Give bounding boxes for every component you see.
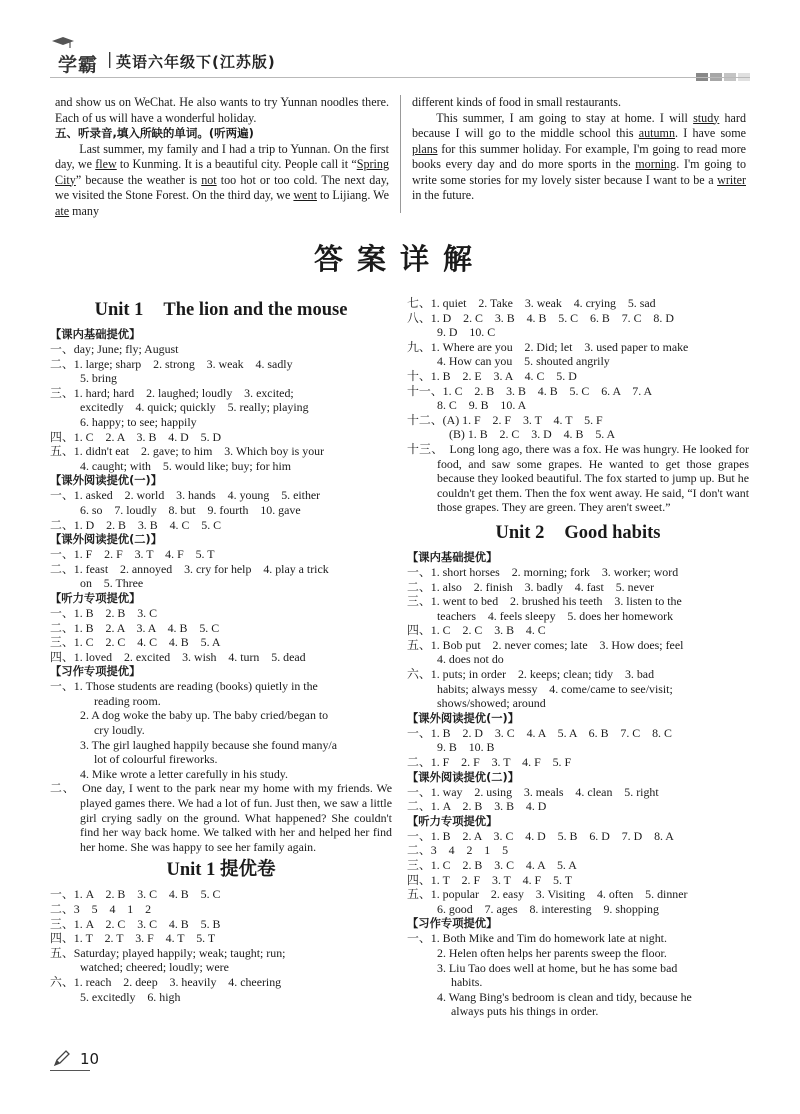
- answer-line: 五、1. Bob put 2. never comes; late 3. How does; feel: [407, 637, 684, 652]
- answer-line: 一、1. asked 2. world 3. hands 4. young 5. either: [50, 488, 321, 503]
- answer-line: 四、1. T 2. T 3. F 4. T 5. T: [50, 931, 216, 946]
- answer-line: 十一、1. C 2. B 3. B 4. B 5. C 6. A 7. A: [407, 383, 653, 398]
- answer-line: 3. The girl laughed happily because she found many/a: [80, 737, 338, 752]
- answer-line: 一、1. B 2. D 3. C 4. A 5. A 6. B 7. C 8. C: [407, 725, 672, 740]
- answer-word: flew: [95, 157, 117, 171]
- brand-logo: 学霸: [58, 54, 99, 76]
- answer-word: ate: [55, 203, 70, 218]
- answer-line: 5. excitedly 6. high: [80, 989, 181, 1004]
- section-heading: 五、听录音,填入所缺的单词。(听两遍): [55, 126, 254, 140]
- answer-line: 4. caught; with 5. would like; buy; for him: [80, 458, 292, 473]
- answer-line: 一、1. B 2. A 3. C 4. D 5. B 6. D 7. D 8. A: [407, 828, 674, 843]
- header-rule: [50, 77, 750, 78]
- answer-line: 二、1. large; sharp 2. strong 3. weak 4. sadly: [50, 356, 293, 371]
- answer-line: 六、1. puts; in order 2. keeps; clean; tidy 3. bad: [407, 667, 655, 682]
- answer-line: 9. D 10. C: [437, 325, 496, 340]
- answer-word: Spring City: [55, 157, 389, 187]
- answer-line: 二、1. A 2. B 3. B 4. D: [407, 799, 547, 814]
- answer-line: 6. so 7. loudly 8. but 9. fourth 10. gave: [80, 502, 301, 517]
- answer-line: 2. A dog woke the baby up. The baby cried/began to: [80, 708, 329, 723]
- section-bracket-heading: 【课内基础提优】: [50, 328, 141, 341]
- answer-line: 十、1. B 2. E 3. A 4. C 5. D: [407, 368, 577, 383]
- top-right-column: [412, 95, 746, 204]
- pencil-icon: [52, 1048, 72, 1068]
- answer-line: 五、1. popular 2. easy 3. Visiting 4. often 5. dinner: [407, 887, 688, 902]
- answer-line: 一、1. F 2. F 3. T 4. F 5. T: [50, 547, 215, 562]
- unit-title: Unit 1 The lion and the mouse: [94, 300, 348, 320]
- answer-line: reading room.: [94, 693, 161, 708]
- answer-line: 6. good 7. ages 8. interesting 9. shopping: [437, 901, 659, 916]
- answer-line: (B) 1. B 2. C 3. D 4. B 5. A: [449, 427, 616, 442]
- answer-line: 五、Saturday; played happily; weak; taught; run;: [50, 945, 286, 960]
- answer-line: 一、1. A 2. B 3. C 4. B 5. C: [50, 887, 221, 902]
- answer-line: 6. happy; to see; happily: [80, 414, 197, 429]
- answer-line: 四、1. loved 2. excited 3. wish 4. turn 5. dead: [50, 649, 306, 664]
- page-header: [50, 40, 750, 80]
- answer-line: 2. Helen often helps her parents sweep the floor.: [437, 945, 667, 960]
- answer-word: plans: [412, 141, 438, 156]
- answer-word: not: [201, 172, 217, 187]
- page-title: 答案详解: [313, 242, 486, 276]
- header-separator: |: [107, 49, 113, 68]
- answer-paragraph: 十三、 Long long ago, there was a fox. He was hungry. He looked for food, and saw some grapes. He wanted to get those grapes because they looked beautiful. The fox started to jump up. But he couldn't get them. Then the fox went away. He said, “I don't want those grapes. They are green. They aren't sweet.”: [407, 441, 749, 515]
- section-bracket-heading: 【习作专项提优】: [50, 665, 141, 679]
- section-bracket-heading: 【课外阅读提优(二)】: [407, 770, 519, 784]
- answer-line: always puts his things in order.: [451, 1004, 599, 1019]
- answer-line: 四、1. T 2. F 3. T 4. F 5. T: [407, 872, 572, 887]
- section-bracket-heading: 【课内基础提优】: [407, 550, 498, 564]
- answer-line: 一、day; June; fly; August: [50, 342, 179, 356]
- answer-line: 二、3 4 2 1 5: [407, 843, 509, 858]
- paragraph: different kinds of food in small restaurants.: [412, 95, 622, 109]
- answer-line: 4. Mike wrote a letter carefully in his study.: [80, 766, 288, 781]
- page-number: 10: [80, 1050, 100, 1068]
- answer-word: went: [293, 188, 317, 202]
- answer-line: 三、1. C 2. C 4. C 4. B 5. A: [50, 635, 221, 650]
- section-bracket-heading: 【习作专项提优】: [407, 917, 498, 931]
- answer-line: 一、1. way 2. using 3. meals 4. clean 5. right: [407, 784, 659, 799]
- footer-rule: [50, 1070, 90, 1071]
- answer-line: 七、1. quiet 2. Take 3. weak 4. crying 5. sad: [407, 296, 656, 310]
- answer-line: 五、1. didn't eat 2. gave; to him 3. Which boy is your: [50, 444, 325, 459]
- answer-line: excitedly 4. quick; quickly 5. really; playing: [80, 400, 309, 415]
- answer-line: 一、1. Both Mike and Tim do homework late at night.: [407, 931, 667, 946]
- answer-word: morning: [635, 157, 677, 171]
- paragraph: and show us on WeChat. He also wants to try Yunnan noodles there. Each of us will have a wonderful holiday.: [55, 95, 389, 125]
- unit-title: Unit 2 Good habits: [495, 522, 661, 543]
- answer-line: 三、1. hard; hard 2. laughed; loudly 3. excited;: [50, 385, 294, 400]
- answer-line: 二、1. F 2. F 3. T 4. F 5. F: [407, 755, 572, 770]
- answer-word: study: [693, 110, 720, 125]
- answer-paragraph: 二、 One day, I went to the park near my home with my friends. We played games there. We had a lot of fun. Just then, we saw a little girl crying sadly on the ground. What happened? She couldn't find her way back home. We talked with her and helped her find her home. She was happy to see her family again.: [50, 781, 392, 854]
- answer-line: 三、1. went to bed 2. brushed his teeth 3. listen to the: [407, 594, 682, 609]
- section-bracket-heading: 【课外阅读提优(一)】: [50, 474, 162, 488]
- answer-line: teachers 4. feels sleepy 5. does her homework: [437, 608, 674, 623]
- answer-line: on 5. Three: [80, 576, 144, 591]
- answer-line: 一、1. short horses 2. morning; fork 3. worker; word: [407, 564, 679, 579]
- answer-line: 二、1. B 2. A 3. A 4. B 5. C: [50, 620, 220, 635]
- answer-line: lot of colourful fireworks.: [94, 752, 218, 767]
- answer-line: 二、1. D 2. B 3. B 4. C 5. C: [50, 517, 222, 532]
- answer-line: 二、3 5 4 1 2: [50, 902, 152, 916]
- answer-line: 三、1. C 2. B 3. C 4. A 5. A: [407, 858, 577, 872]
- answer-line: 八、1. D 2. C 3. B 4. B 5. C 6. B 7. C 8. D: [407, 310, 674, 325]
- answer-line: watched; cheered; loudly; were: [80, 960, 229, 975]
- answer-line: 三、1. A 2. C 3. C 4. B 5. B: [50, 916, 221, 931]
- answer-line: 一、1. Those students are reading (books) quietly in the: [50, 679, 318, 694]
- answer-line: 4. How can you 5. shouted angrily: [437, 354, 610, 369]
- answer-line: 9. B 10. B: [437, 740, 495, 755]
- answer-line: shows/showed; around: [437, 696, 546, 711]
- answer-line: habits; always messy 4. come/came to see/visit;: [437, 681, 673, 696]
- header-decoration: [694, 68, 750, 76]
- answer-line: 8. C 9. B 10. A: [437, 398, 527, 413]
- section-bracket-heading: 【听力专项提优】: [407, 814, 498, 828]
- graduation-cap-icon: [50, 36, 76, 50]
- answer-line: 3. Liu Tao does well at home, but he has some bad: [437, 960, 678, 975]
- answer-line: 四、1. C 2. C 3. B 4. C: [407, 623, 546, 638]
- answer-line: 4. Wang Bing's bedroom is clean and tidy, because he: [437, 989, 692, 1004]
- section-bracket-heading: 【课外阅读提优(一)】: [407, 711, 519, 725]
- answer-line: 四、1. C 2. A 3. B 4. D 5. D: [50, 429, 222, 444]
- left-answer-column: [50, 296, 392, 1004]
- paragraph: Last summer, my family and I had a trip to Yunnan. On the first day, we flew to Kunming. It is a beautiful city. People call it “Spring City” because the weather is not too hot or too cold. The next day, we visited the Stone Forest. On the third day, we went to Lijiang. We ate many: [55, 141, 389, 218]
- section-bracket-heading: 【听力专项提优】: [50, 591, 141, 605]
- answer-line: 九、1. Where are you 2. Did; let 3. used paper to make: [407, 339, 689, 354]
- book-title: 英语六年级下(江苏版): [116, 53, 276, 71]
- answer-line: habits.: [451, 975, 483, 990]
- right-answer-column: [407, 296, 749, 1019]
- top-left-column: [55, 95, 389, 219]
- section-bracket-heading: 【课外阅读提优(二)】: [50, 533, 162, 547]
- column-divider: [400, 95, 401, 213]
- answer-line: 4. does not do: [437, 652, 504, 667]
- answer-line: cry loudly.: [94, 723, 145, 738]
- answer-word: writer: [717, 172, 746, 187]
- answer-line: 十二、(A) 1. F 2. F 3. T 4. T 5. F: [407, 412, 603, 427]
- unit-title: Unit 1 提优卷: [166, 860, 276, 881]
- answer-word: autumn: [638, 126, 676, 140]
- answer-line: 六、1. reach 2. deep 3. heavily 4. cheering: [50, 974, 282, 989]
- answer-line: 二、1. also 2. finish 3. badly 4. fast 5. never: [407, 579, 655, 594]
- answer-line: 二、1. feast 2. annoyed 3. cry for help 4. play a trick: [50, 561, 329, 576]
- answer-line: 5. bring: [80, 371, 117, 386]
- answer-line: 一、1. B 2. B 3. C: [50, 605, 158, 620]
- paragraph: This summer, I am going to stay at home. I will study hard because I will go to the middle school this autumn. I have some plans for this summer holiday. For example, I'm going to read more books every day and do more sports in the morning. I'm going to write some stories for my lovely sister because I want to be a writer in the future.: [412, 110, 747, 202]
